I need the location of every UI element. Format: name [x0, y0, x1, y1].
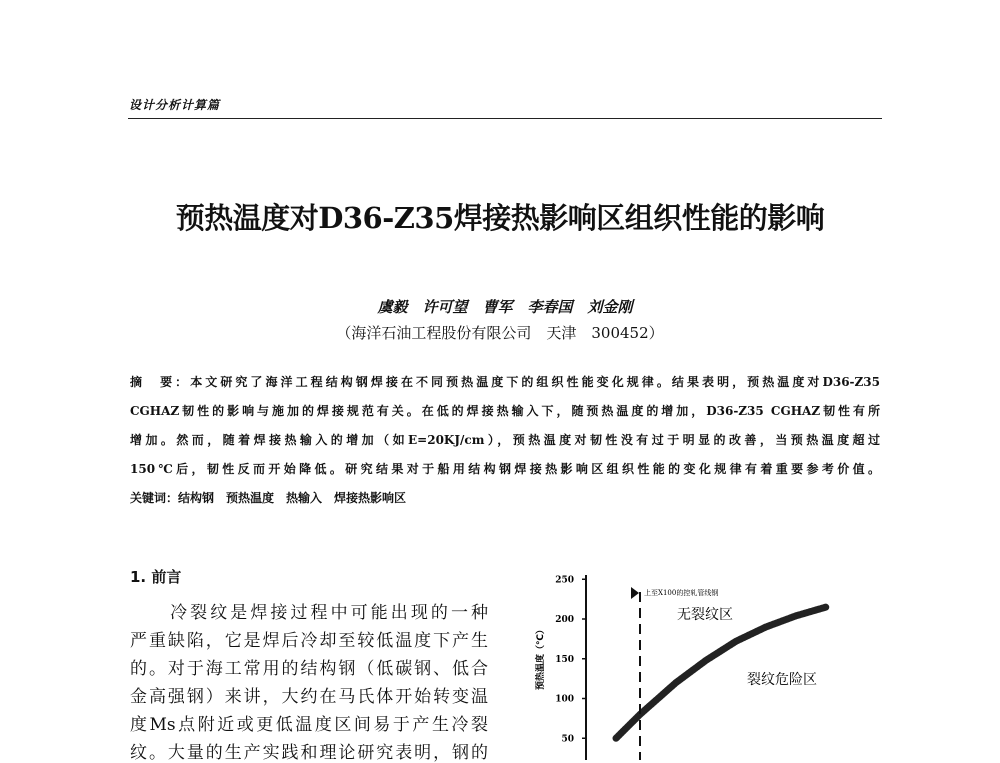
affiliation: （海洋石油工程股份有限公司 天津 300452）	[0, 322, 1000, 343]
section-heading: 1. 前言	[130, 566, 181, 587]
keywords: 关键词：结构钢 预热温度 热输入 焊接热影响区	[130, 489, 880, 506]
y-tick-label: 50	[561, 734, 574, 744]
paper-title: 预热温度对D36-Z35焊接热影响区组织性能的影响	[0, 196, 1000, 237]
region-label-crack-risk: 裂纹危险区	[747, 672, 817, 688]
region-label-no-crack: 无裂纹区	[677, 607, 733, 623]
y-tick-label: 100	[555, 695, 574, 705]
body-line: 冷裂纹是焊接过程中可能出现的一种	[130, 598, 488, 623]
body-line: 度Ms点附近或更低温度区间易于产生冷裂	[130, 710, 488, 735]
body-line: 纹。大量的生产实践和理论研究表明，钢的	[130, 738, 488, 763]
body-line: 的。对于海工常用的结构钢（低碳钢、低合	[130, 654, 488, 679]
abstract-line: 摘 要：本文研究了海洋工程结构钢焊接在不同预热温度下的组织性能变化规律。结果表明，预热温度对D36-Z35	[130, 373, 880, 390]
abstract-line: 增加。然而，随着焊接热输入的增加（如E=20KJ/cm），预热温度对韧性没有过于明显的改善，当预热温度超过	[130, 431, 880, 448]
reference-arrow-icon	[631, 587, 639, 599]
running-header: 设计分析计算篇	[129, 96, 220, 113]
authors: 虞毅 许可望 曹军 李春国 刘金刚	[0, 296, 1000, 317]
reference-label: 上至X100的控轧管线钢	[644, 588, 718, 597]
body-line: 金高强钢）来讲，大约在马氏体开始转变温	[130, 682, 488, 707]
body-line: 严重缺陷，它是焊后冷却至较低温度下产生	[130, 626, 488, 651]
y-tick-label: 250	[555, 575, 574, 585]
y-axis-label: 预热温度（℃）	[534, 625, 546, 690]
y-tick-label: 150	[555, 655, 574, 665]
y-tick-label: 200	[555, 615, 574, 625]
abstract-line: 150℃后，韧性反而开始降低。研究结果对于船用结构钢焊接热影响区组织性能的变化规律有着重要参考价值。	[130, 460, 880, 477]
abstract-line: CGHAZ韧性的影响与施加的焊接规范有关。在低的焊接热输入下，随预热温度的增加，D36-Z35 CGHAZ韧性有所	[130, 402, 880, 419]
